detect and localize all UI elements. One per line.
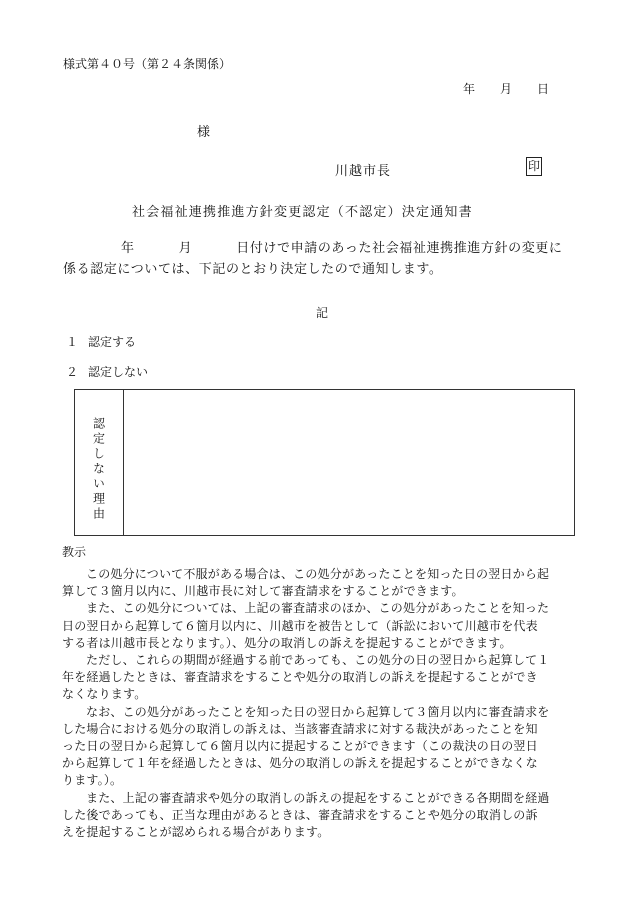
notice-line: ります。）。 xyxy=(62,773,123,788)
intro-line-2: 係る認定については、下記のとおり決定したので通知します。 xyxy=(63,262,443,277)
notice-line: から起算して１年を経過したときは、処分の取消しの訴えを提起することができなくな xyxy=(62,756,538,771)
ki-heading: 記 xyxy=(316,306,329,320)
date-day: 日 xyxy=(537,82,550,96)
notice-line: する者は川越市長となります。）、処分の取消しの訴えを提起することができます。 xyxy=(62,635,512,650)
option-label: 認定する xyxy=(88,335,137,349)
date-line xyxy=(463,80,549,97)
sender-name: 川越市長 xyxy=(335,164,392,179)
notice-paragraph xyxy=(62,652,572,704)
option-label: 認定しない xyxy=(88,365,149,379)
notice-line: 算して３箇月以内に、川越市長に対して審査請求をすることができます。 xyxy=(62,584,464,599)
form-number: 様式第４０号（第２４条関係） xyxy=(63,57,232,71)
intro-year: 年 xyxy=(121,241,135,256)
notice-body xyxy=(62,566,572,841)
notice-line: した場合における処分の取消しの訴えは、当該審査請求に対する裁決があったことを知 xyxy=(62,721,538,736)
intro-line-1-rest: 日付けで申請のあった社会福祉連携推進方針の変更に xyxy=(236,241,563,256)
notice-line: また、この処分については、上記の審査請求のほか、この処分があったことを知った xyxy=(86,601,550,616)
notice-line: えを提起することが認められる場合があります。 xyxy=(62,825,330,840)
seal-mark: 印 xyxy=(526,157,542,176)
intro-month: 月 xyxy=(178,241,193,256)
rejection-reason-box xyxy=(74,389,575,536)
notice-paragraph xyxy=(62,566,572,600)
notice-line: なくなります。 xyxy=(62,687,147,702)
notice-paragraph xyxy=(62,600,572,652)
addressee-suffix: 様 xyxy=(197,125,211,140)
option-approve xyxy=(66,333,136,350)
notice-paragraph xyxy=(62,704,572,790)
notice-line: ただし、これらの期間が経過する前であっても、この処分の日の翌日から起算して１ xyxy=(86,653,550,668)
option-reject xyxy=(66,363,148,380)
date-month: 月 xyxy=(500,82,513,96)
notice-line: また、上記の審査請求や処分の取消しの訴えの提起をすることができる各期間を経過 xyxy=(86,790,550,805)
document-title: 社会福祉連携推進方針変更認定（不認定）決定通知書 xyxy=(132,205,473,220)
option-number: １ xyxy=(66,335,79,349)
date-year: 年 xyxy=(463,82,476,96)
notice-line: した後であっても、正当な理由があるときは、審査請求をすることや処分の取消しの訴 xyxy=(62,807,538,822)
rejection-reason-field[interactable] xyxy=(124,390,574,535)
notice-heading: 教示 xyxy=(62,545,87,559)
intro-text xyxy=(63,238,571,280)
rejection-reason-label-cell xyxy=(75,390,124,535)
notice-paragraph xyxy=(62,790,572,842)
rejection-reason-label: 認定しない理由 xyxy=(91,417,106,522)
notice-line: った日の翌日から起算して６箇月以内に提起することができます（この裁決の日の翌日 xyxy=(62,739,538,754)
notice-line: 日の翌日から起算して６箇月以内に、川越市を被告として（訴訟において川越市を代表 xyxy=(62,618,538,633)
intro-line-1 xyxy=(63,238,571,259)
notice-line: なお、この処分があったことを知った日の翌日から起算して３箇月以内に審査請求を xyxy=(86,704,550,719)
option-number: ２ xyxy=(66,365,79,379)
notice-line: この処分について不服がある場合は、この処分があったことを知った日の翌日から起 xyxy=(86,567,550,581)
notice-line: 年を経過したときは、審査請求をすることや処分の取消しの訴えを提起することができ xyxy=(62,670,538,685)
